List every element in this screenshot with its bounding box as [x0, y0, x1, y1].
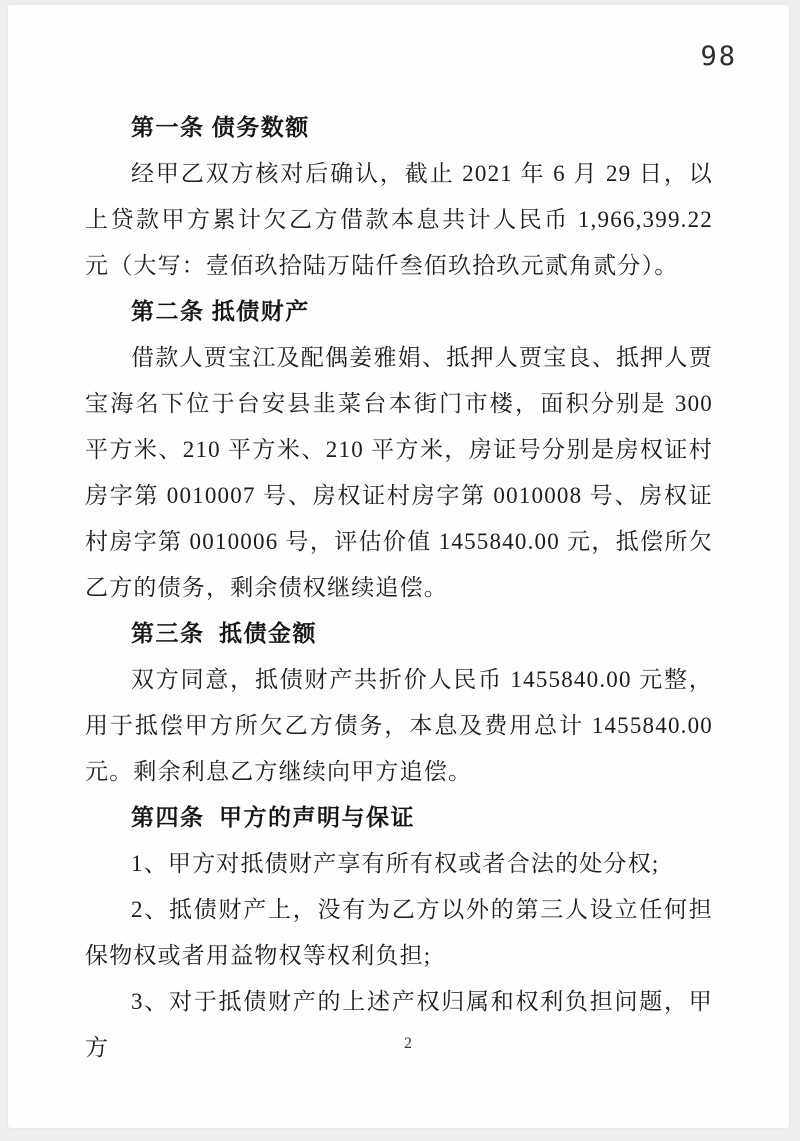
section-heading-article-2: 第二条 抵债财产 — [131, 299, 310, 324]
section-heading-article-1: 第一条 债务数额 — [131, 115, 310, 140]
paragraph: 经甲乙双方核对后确认，截止 2021 年 6 月 29 日，以上贷款甲方累计欠乙方借款本息共计人民币 1,966,399.22 元（大写：壹佰玖拾陆万陆仟叁佰玖拾玖元贰角贰分）。 — [85, 161, 713, 278]
footer-page-number: 2 — [404, 1035, 412, 1052]
section-heading-article-3: 第三条 抵债金额 — [131, 621, 317, 646]
paragraph-item-2: 2、抵债财产上，没有为乙方以外的第三人设立任何担保物权或者用益物权等权利负担; — [85, 897, 713, 968]
section-heading-article-4: 第四条 甲方的声明与保证 — [131, 805, 415, 830]
paragraph: 双方同意，抵债财产共折价人民币 1455840.00 元整，用于抵偿甲方所欠乙方债务，本息及费用总计 1455840.00 元。剩余利息乙方继续向甲方追偿。 — [85, 667, 713, 784]
paragraph-item-3: 3、对于抵债财产的上述产权归属和权利负担问题，甲方 — [85, 989, 713, 1060]
paragraph-item-1: 1、甲方对抵债财产享有所有权或者合法的处分权; — [131, 851, 660, 876]
stamped-page-number: 98 — [700, 41, 737, 72]
paragraph: 借款人贾宝江及配偶姜雅娟、抵押人贾宝良、抵押人贾宝海名下位于台安县韭菜台本街门市楼，面积分别是 300 平方米、210 平方米、210 平方米，房证号分别是房权证村房字第 0010007 号、房权证村房字第 0010008 号、房权证村房字第 0010006 号，评估价值 1455840.00 元，抵偿所欠乙方的债务，剩余债权继续追偿。 — [85, 345, 713, 600]
scanned-page — [8, 5, 789, 1128]
contract-body — [85, 105, 713, 1071]
